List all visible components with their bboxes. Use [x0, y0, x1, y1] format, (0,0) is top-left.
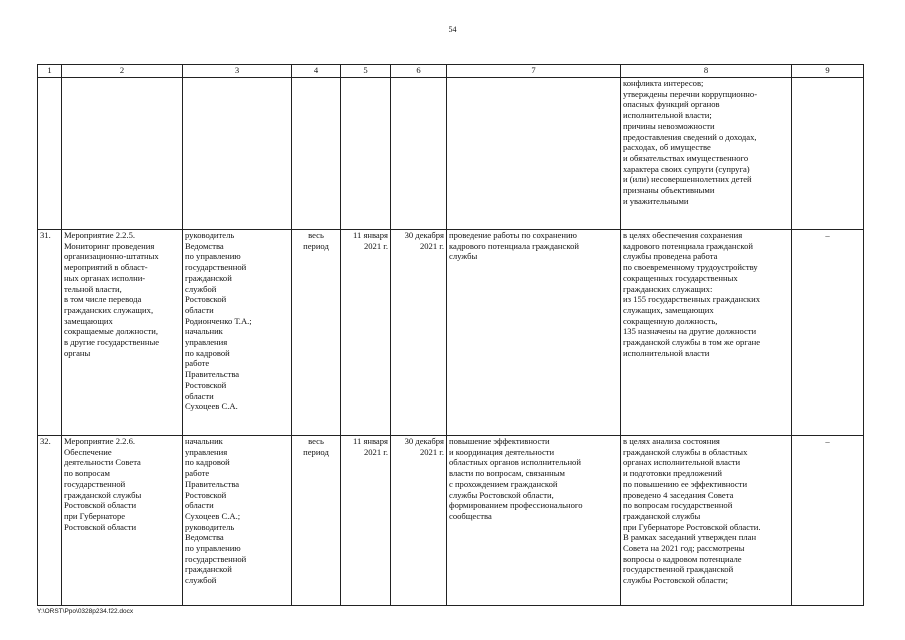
row-number: 31. — [38, 230, 62, 436]
page-number: 54 — [448, 25, 457, 34]
period-cell: весь период — [292, 230, 341, 436]
note-cell: – — [792, 436, 864, 606]
header-col-3: 3 — [183, 65, 292, 78]
header-col-7: 7 — [447, 65, 621, 78]
measure-cell: Мероприятие 2.2.5. Мониторинг проведения организационно-штатных мероприятий в област- ных органах исполни- тельной власти, в том числе перевода гражданских служащих, замещающих сокращаемые должности, в другие государственные органы — [62, 230, 183, 436]
header-col-2: 2 — [62, 65, 183, 78]
expected-result-cell: повышение эффективности и координация деятельности областных органов исполнительной власти по вопросам, связанным с прохождением гражданской службы Ростовской области, формированием профессионального сообщества — [447, 436, 621, 606]
header-col-6: 6 — [391, 65, 447, 78]
start-date-cell: 11 января 2021 г. — [341, 230, 391, 436]
end-date-cell: 30 декабря 2021 г. — [391, 436, 447, 606]
expected-result-cell: проведение работы по сохранению кадрового потенциала гражданской службы — [447, 230, 621, 436]
actual-result-cell: в целях анализа состояния гражданской службы в областных органах исполнительной власти и подготовки предложений по повышению ее эффективности проведено 4 заседания Совета по вопросам государственной гражданской службы при Губернаторе Ростовской области. В рамках заседаний утвержден план Совета на 2021 год; рассмотрены вопросы о кадровом потенциале государственной гражданской службы Ростовской области; — [621, 436, 792, 606]
report-table — [37, 64, 864, 606]
document-file-path: Y:\ORST\Ppo\0328p234.f22.docx — [37, 608, 134, 615]
measure-cell: Мероприятие 2.2.6. Обеспечение деятельности Совета по вопросам государственной гражданской службы Ростовской области при Губернаторе Ростовской области — [62, 436, 183, 606]
header-col-5: 5 — [341, 65, 391, 78]
note-cell: – — [792, 230, 864, 436]
end-date-cell: 30 декабря 2021 г. — [391, 230, 447, 436]
executor-cell: начальник управления по кадровой работе Правительства Ростовской области Сухоцеев С.А.; руководитель Ведомства по управлению государственной гражданской службой — [183, 436, 292, 606]
executor-cell: руководитель Ведомства по управлению государственной гражданской службой Ростовской области Родионченко Т.А.; начальник управления по кадровой работе Правительства Ростовской области Сухоцеев С.А. — [183, 230, 292, 436]
header-col-9: 9 — [792, 65, 864, 78]
table-row-31 — [38, 230, 864, 436]
actual-result-cell: в целях обеспечения сохранения кадрового потенциала гражданской службы проведена работа по своевременному трудоустройству сокращенных государственных гражданских служащих: из 155 государственных гражданских служащих, замещающих сокращенную должность, 135 назначены на другие должности гражданской службы в том же органе исполнительной власти — [621, 230, 792, 436]
header-col-4: 4 — [292, 65, 341, 78]
row-number: 32. — [38, 436, 62, 606]
header-row — [38, 65, 864, 78]
header-col-1: 1 — [38, 65, 62, 78]
period-cell: весь период — [292, 436, 341, 606]
table-row-32 — [38, 436, 864, 606]
start-date-cell: 11 января 2021 г. — [341, 436, 391, 606]
continuation-report-text: конфликта интересов; утверждены перечни коррупционно- опасных функций органов исполнительной власти; причины невозможности предоставления сведений о доходах, расходах, об имуществе и обязательствах имущественного характера своих супруги (супруга) и (или) несовершеннолетних детей признаны объективными и уважительными — [621, 78, 792, 230]
header-col-8: 8 — [621, 65, 792, 78]
continuation-row — [38, 78, 864, 230]
